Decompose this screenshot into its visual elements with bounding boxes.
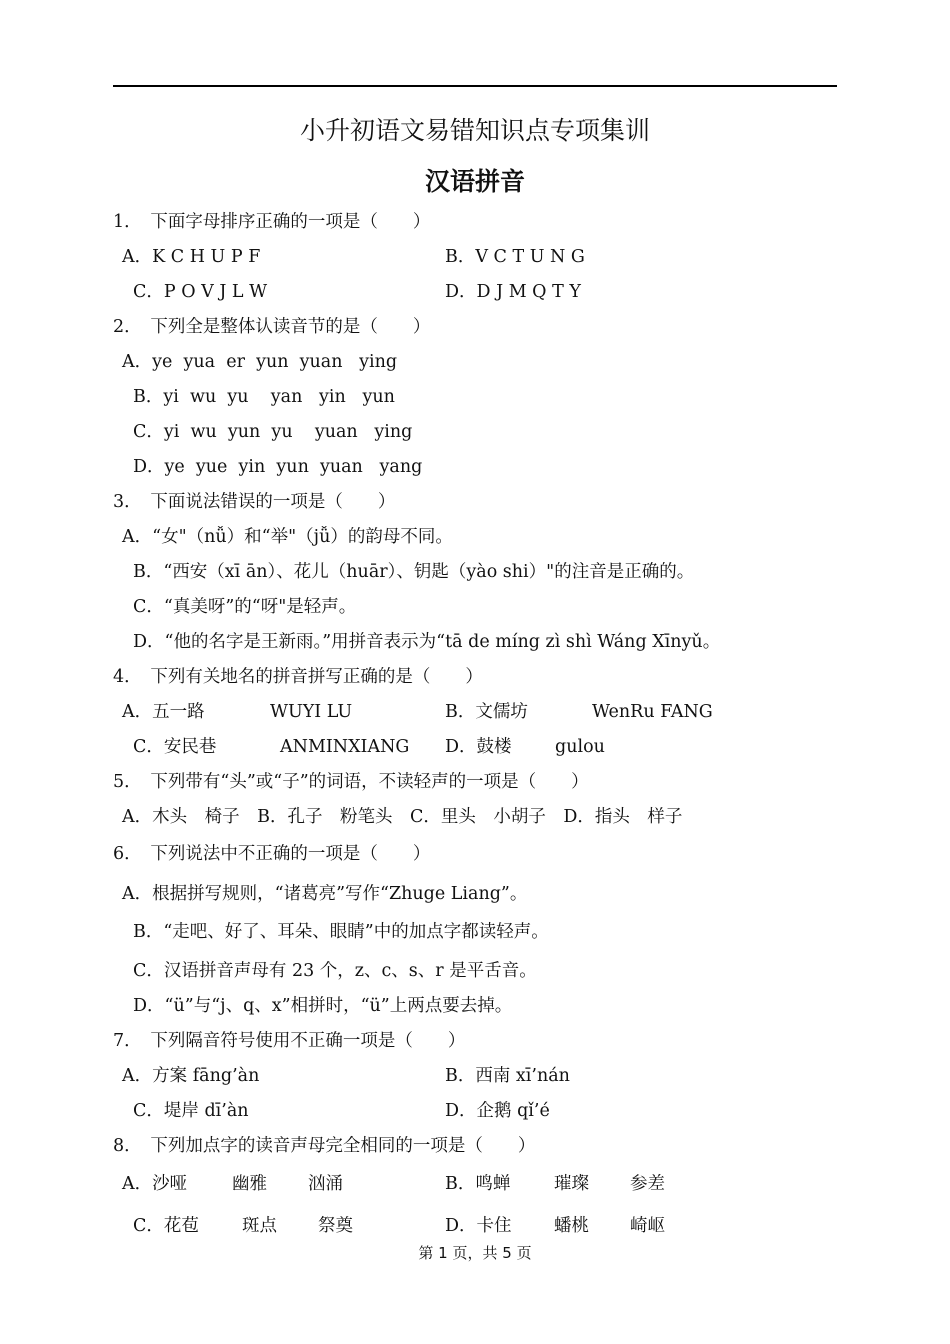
text-line: B．V C T U N G <box>445 247 585 267</box>
text-line: A．五一路 <box>122 702 205 722</box>
text-line: D．ye yue yin yun yuan yang <box>133 457 423 477</box>
text-line: B．文儒坊 <box>445 702 528 722</box>
text-line: A．“女"（nǚ）和“举"（jǚ）的韵母不同。 <box>122 527 453 547</box>
text-line: D．“他的名字是王新雨。”用拼音表示为“tā de míng zì shì Wáng Xīnyǔ。 <box>133 632 721 652</box>
text-line: 汹涌 <box>308 1174 343 1194</box>
text-line: C．堤岸 dī’àn <box>133 1101 249 1121</box>
text-line: A．K C H U P F <box>122 247 261 267</box>
text-line: 4． 下列有关地名的拼音拼写正确的是（ ） <box>113 667 483 687</box>
text-line: A．木头 椅子 B．孔子 粉笔头 C．里头 小胡子 D．指头 样子 <box>122 807 683 827</box>
document-title: 小升初语文易错知识点专项集训 <box>299 116 650 145</box>
text-line: C．P O V J L W <box>133 282 268 302</box>
page-footer: 第 1 页，共 5 页 <box>418 1244 532 1262</box>
text-line: B．“西安（xī ān）、花儿（huār）、钥匙（yào shi）"的注音是正确的。 <box>133 562 695 582</box>
text-line: WUYI LU <box>270 702 353 722</box>
text-line: D．D J M Q T Y <box>445 282 581 302</box>
text-line: 璀璨 <box>554 1174 589 1194</box>
text-line: D．“ü”与“j、q、x”相拼时，“ü”上两点要去掉。 <box>133 996 513 1016</box>
text-line: WenRu FANG <box>592 702 713 722</box>
text-line: B．yi wu yu yan yin yun <box>133 387 395 407</box>
text-line: C．花苞 <box>133 1216 199 1236</box>
text-line: 5． 下列带有“头”或“子”的词语，不读轻声的一项是（ ） <box>113 772 589 792</box>
text-line: C．yi wu yun yu yuan ying <box>133 422 413 442</box>
text-line: A．根据拼写规则，“诸葛亮”写作“Zhuge Liang”。 <box>122 884 528 904</box>
text-line: B．西南 xī’nán <box>445 1066 570 1086</box>
text-line: A．ye yua er yun yuan ying <box>122 352 398 372</box>
text-line: 祭奠 <box>318 1216 353 1236</box>
text-line: C．汉语拼音声母有 23 个，z、c、s、r 是平舌音。 <box>133 961 537 981</box>
text-line: 崎岖 <box>630 1216 665 1236</box>
text-line: 2． 下列全是整体认读音节的是（ ） <box>113 317 431 337</box>
text-line: 参差 <box>630 1174 665 1194</box>
text-line: 1． 下面字母排序正确的一项是（ ） <box>113 212 431 232</box>
text-line: gulou <box>555 737 605 757</box>
text-line: 8． 下列加点字的读音声母完全相同的一项是（ ） <box>113 1136 536 1156</box>
text-line: 6． 下列说法中不正确的一项是（ ） <box>113 844 431 864</box>
text-line: 斑点 <box>242 1216 277 1236</box>
text-line: D．企鹅 qǐ’é <box>445 1101 550 1121</box>
text-line: B．鸣蝉 <box>445 1174 511 1194</box>
section-title: 汉语拼音 <box>424 167 525 196</box>
text-line: C．安民巷 <box>133 737 217 757</box>
text-line: 蟠桃 <box>554 1216 589 1236</box>
text-line: 幽雅 <box>232 1174 267 1194</box>
text-line: 7． 下列隔音符号使用不正确一项是（ ） <box>113 1031 466 1051</box>
text-line: 3． 下面说法错误的一项是（ ） <box>113 492 396 512</box>
text-line: ANMINXIANG <box>280 737 410 757</box>
text-line: D．卡住 <box>445 1216 512 1236</box>
text-line: D．鼓楼 <box>445 737 512 757</box>
text-line: B．“走吧、好了、耳朵、眼睛”中的加点字都读轻声。 <box>133 922 549 942</box>
header-rule <box>113 85 837 87</box>
text-line: C．“真美呀”的“呀"是轻声。 <box>133 597 357 617</box>
text-line: A．方案 fāng’àn <box>122 1066 260 1086</box>
text-line: A．沙哑 <box>122 1174 188 1194</box>
